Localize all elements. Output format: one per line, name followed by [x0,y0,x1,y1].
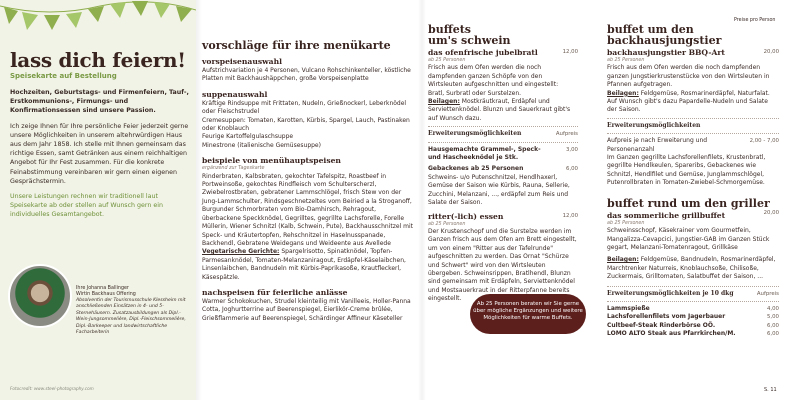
ext-text: Schweins- u/o Putenschnitzel, Hendlhaxerl, Gemüse der Saison wie Kürbis, Rauna, Sellerie, Zucchini, Melanzani, ..., erdäpfel zum Reis und Salate der Saison. [428,173,570,207]
ext-item-price: 6,00 [766,331,779,338]
veg-text: Spargelrisotto, Spinatknödel, Topfen-Parmesanknödel, Tomaten-Melanzaniragout, Erdäpfel-Käselaibchen, Linsenlaibchen, Bandnudeln mit Kürbis-Paprikasoße, Krautfleckerl, Käsespätzle. [202,248,406,281]
page-fold-2 [418,0,426,400]
info-pill: Ab 25 Personen beraten wir Sie gerne über mögliche Ergänzungen und weitere Möglichkeiten für warme Buffets. [470,294,586,334]
section-title: beispiele von menühauptspeisen [202,156,341,166]
section-text: Kräftige Rindsuppe mit Frittaten, Nudeln, Grießnockerl, Leberknödel oder Fleischstrudel Cremesuppen: Tomaten, Karotten, Kürbis, Spargel, Lauch, Pastinaken oder Knoblauch Feurige Kartoffelgulaschsuppe Minestrone (italienische Gemüsesuppe) [202,99,410,149]
ext-item-price: 3,00 [565,146,578,153]
section-title: nachspeisen für feierliche anlässe [202,287,348,297]
section-text: Rinderbraten, Kalbsbraten, gekochter Tafelspitz, Roastbeef in Portweinsoße, gekochtes Rindfleisch vom Schulterscherzl, Zwiebelrostbraten, gebratener Lammschlögel, frisch Stew von der Jung-Lammschulter, Rindsgeschnetzeltes vom Beiried a la Stroganoff, Burgunder Schmorbraten vom Bio-Damhirsch, Rehragout, überbackene Speckknödel, Gegrilltes, gegrillte Lachsforelle, Forelle Müllerin, Wiener Schnitzl (Kalb, Schwein, Pute), Backhausschnitzel mit Speck- und Kräutertopfen, Rehschnitzel in Haselnusspanade, Backhendl, Gebratene Weidegans und Weideente aus Avellede [202,172,413,247]
intro-body: Ich zeige Ihnen für Ihre persönliche Feier jederzeit gerne unsere Möglichkeiten in unserem altehrwürdigen Haus aus dem Jahr 1858. Ich stelle mit Ihnen gemeinsam das richtige Essen, samt Getränken aus einem reichhaltigen Angebot für Ihr Fest zusammen. Für die konkrete Feinabstimmung vereinbaren wir gern einen eigenen Gesprächstermin. [10,122,189,185]
price-note: Preise pro Person [734,18,776,23]
ext-price: Aufpreis [555,131,578,138]
photo-caption: Absolventin der Tourismusschule Klessheim mit anschließenden Einsätzen in 4- und 5-Sternehäusern. Zusatzausbildungen als Dipl.-Wein-Jungsommelière, Dipl.-Fleischsommelière, Dipl.-Barkeeper und landwirtschaftliche Facharbeiterin [76,298,186,336]
side-label: Beilagen: [428,98,460,106]
buffet-jungstier-column [607,24,779,339]
item-title: ritter(-lich) essen [428,211,504,221]
buffet-heading: buffet um den backhausjungstier [607,23,722,47]
side-text: Mostkräutkraut, Erdäpfel und Serviettenknödel. Blunzn und Sauerkraut gibt's auf Wunsch dazu. [428,98,571,122]
photo-name: Ihre Johanna Ballinger Wirtin Backhaus Offering [76,286,136,297]
center-heading: vorschläge für ihre menükarte [202,39,391,52]
intro-green: Unsere Leistungen rechnen wir traditionell laut Speisekarte ab oder stellen auf Wunsch gern ein individuelles Gesamtangebot. [10,193,164,219]
ext-item-name: LOMO ALTO Steak aus Pfarrkirchen/M. [607,330,736,338]
ext-title: Erweiterungsmöglichkeiten [428,130,522,138]
item-price: 20,00 [763,49,779,55]
section-title: suppenauswahl [202,89,268,99]
side-text: Feldgemüse, Bandnudeln, Rosmarinerdäpfel, Marchtrenker Naturreis, Knoblauchsoße, Chilisoße, Zuckermais, Grilltomaten, Salatbuffet der Saison, ... [607,256,776,281]
item-price: 20,00 [763,209,779,216]
ext-item-price: 4,00 [766,305,779,312]
portrait-photo [8,264,72,328]
item-price: 12,00 [562,212,578,219]
side-label: Beilagen: [607,89,639,97]
item-price: 12,00 [562,49,578,55]
item-text: Frisch aus dem Ofen werden die noch dampfenden ganzen Jungstierkrustenstücke von den Wirtsleuten in Pfannen aufgetragen. [607,64,770,89]
bunting-icon [0,0,196,32]
item-text: Der Krustenschopf und die Surstelze werden im Ganzen frisch aus dem Ofen am Brett eingestellt, um von einem "Ritter aus der Tafelrunde" aufgeschnitten zu werden. Das Ornat "Schürze und Schwert" wird von den Wirtsleuten übergeben. Schweinsrippen, Bratlhendl, Blunzn sind gemeinsam mit Erdäpfeln, Serviettenknödel und Mostsauerkraut in der Ritterpfanne bereits eingestellt. [428,227,577,303]
ext-item-name: Gebackenes ab 25 Personen [428,165,524,173]
item-note: ab 25 Personen [428,221,466,227]
ext-item-price: 6,00 [565,166,578,173]
section-note: ergänzend zur Tageskarte [202,166,265,172]
item-text: Frisch aus dem Ofen werden die noch dampfenden ganzen Schöpfe von den Wirtsleuten aufgeschnitten und eingestellt: Bratl, Surbratl oder Surstelzen. [428,64,559,97]
ext-title: Erweiterungsmöglichkeiten [607,121,701,129]
ext-text: Aufpreis je nach Erweiterung und Personenanzahl [607,137,708,153]
item-note: ab 25 Personen [607,220,645,226]
item-note: ab 25 Personen [428,58,466,63]
ext-price: Aufpreis [756,290,779,297]
ext-text-2: Im Ganzen gegrillte Lachsforellenfilets, Krustenbratl, gegrillte Hendlkeulen, Spareribs, Gebackenes wie Schnitzl, Hendlfilet und Gemüse, Junglammschlögel, Putenrollbraten in Tomaten-Zwiebel-Schmorgemüse. [607,154,766,187]
side-text: Feldgemüse, Rosmarinerdäpfel, Naturfalat. Auf Wunsch gibt's dazu Papardelle-Nudeln und Salate der Saison. [607,89,770,114]
ext-item-price: 6,00 [766,322,779,329]
item-note: ab 25 Personen [607,58,645,63]
ext-price: 2,00 - 7,00 [749,138,779,145]
page-number: S. 11 [764,387,777,393]
page-title: lass dich feiern! [10,48,186,72]
buffet-heading: buffets um's schwein [428,23,511,47]
item-text: Schweinsschopf, Käsekrainer vom Gourmetfein, Mangalizza-Cevapcici, Jungstier-GAB im Ganzen Stück gegart, Melanzani-Tomatenragout, Grillkäse [607,227,770,251]
buffet-schwein-column [428,24,578,304]
intro-bold: Hochzeiten, Geburtstags- und Firmenfeiern, Tauf-, Erstkommunions-, Firmungs- und Konfirmationsessen sind unsere Passion. [10,89,189,115]
page-subtitle: Speisekarte auf Bestellung [10,72,117,80]
veg-label: Vegetarische Gerichte: [202,248,280,256]
ext-item-name: Cultbeef-Steak Rinderbörse OÖ. [607,321,716,329]
photo-credit: Fotocredit: www.steel-photography.com [10,386,94,391]
section-text: Aufstrichvariation je 4 Personen, Vulcano Rohschinkenteller, köstliche Platten mit Backhaushäppchen, große Vorspeisenplatte [202,67,411,83]
ext-item-price: 5,00 [766,314,779,321]
intro-text [10,88,190,226]
section-text: Warmer Schokokuchen, Strudel kleinteilig mit Vanilleeis, Holler-Panna Cotta, Joghurtterrine auf Beerenspiegel, Eierlikör-Creme brûlée, Grießflammerie auf Beerenspiegel, Schärdinger Affineur Käseteller [202,297,411,322]
ext-item-name: Lammspieße [607,304,650,312]
ext-title: Erweiterungsmöglichkeiten je 10 dkg [607,289,734,297]
item-title: backhausjungstier BBQ-Art [607,48,725,57]
ext-item-name: Hausgemachte Grammel-, Speck- und Hascheeknödel je Stk. [428,145,541,162]
side-label: Beilagen: [607,256,639,264]
section-title: vorspeisenauswahl [202,57,282,66]
ext-item-name: Lachsforellenfilets vom Jagerbauer [607,313,726,321]
center-column [202,40,414,323]
item-title: das ofenfrische jubelbratl [428,48,538,57]
buffet-heading-2: buffet rund um den griller [607,196,770,210]
item-title: das sommerliche grillbuffet [607,210,726,220]
